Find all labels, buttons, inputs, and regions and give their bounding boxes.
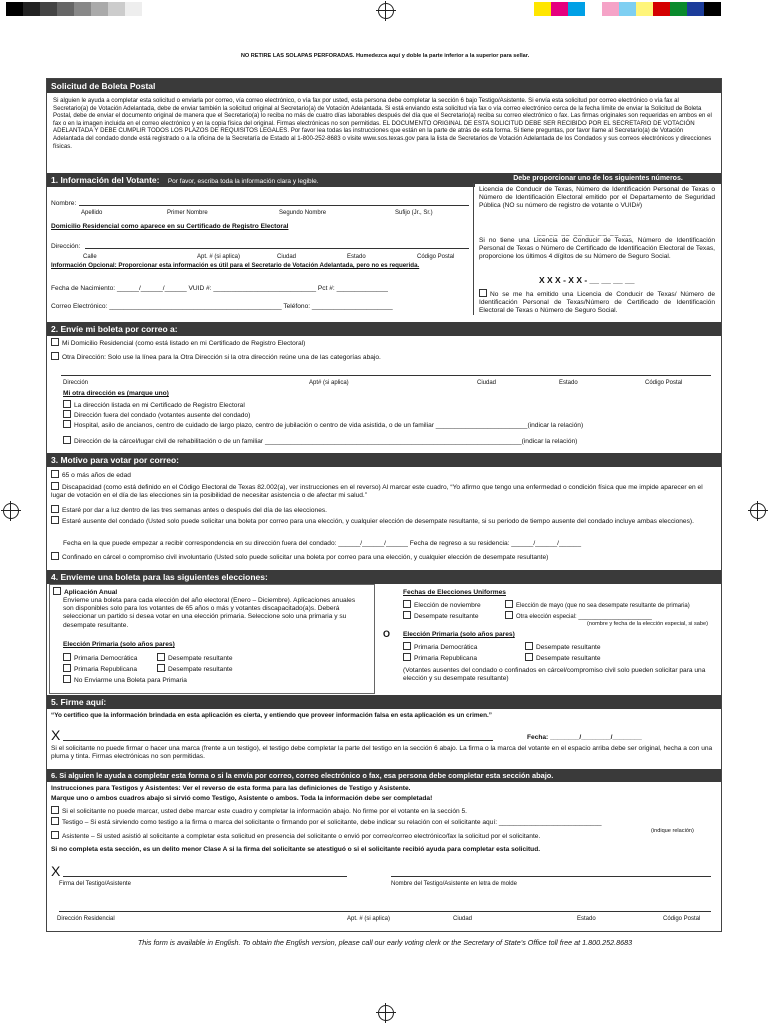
name-sub-apellido: Apellido	[81, 210, 103, 216]
u-nov-label: Elección de noviembre	[414, 602, 481, 609]
addr-sub-apt: Apt. # (si aplica)	[197, 254, 241, 260]
u-runoff-label: Desempate resultante	[414, 613, 479, 620]
witness-name-field[interactable]	[391, 876, 711, 877]
dob-vuid-pct-row[interactable]: Fecha de Nacimiento: ______/______/______ VUID #: ____________________________ Pct #: ______________	[51, 285, 388, 292]
u-special-label: Otra elección especial: ______________________	[516, 614, 652, 620]
footer-english-note: This form is available in English. To obtain the English version, please call our early voting clerk or the Secretary of State’s Office toll free at 1.800.252.8683	[137, 938, 633, 947]
a2-label: Dirección fuera del condado (votantes ausente del condado)	[74, 412, 251, 419]
certification-quote: “Yo certifico que la información brindada en esta aplicación es cierta, y entiendo que proveer información falsa en esta aplicación es un crimen.”	[51, 712, 492, 719]
section-6-title: 6. Si alguien le ayuda a completar esta forma o si la envía por correo, correo electrónico o fax, esa persona debe completar esta sección abajo.	[47, 769, 721, 782]
registration-mark-icon	[378, 3, 394, 19]
annual-label: Aplicación Anual	[64, 589, 118, 596]
s2-addr-sub-apt: Apt# (si aplica)	[309, 380, 349, 386]
annual-text: Envíeme una boleta para cada elección del año electoral (Enero – Diciembre). Aplicaciones anuales son disponibles solo para los votantes de 65 años o más y votantes discapacitado(a)s. Deberá seleccionar un partido si desea votar en una elección primaria. Seleccione solo una primaria y su desempate resultante.	[63, 597, 356, 629]
domicilio-label: Domicilio Residencial como aparece en su Certificado de Registro Electoral	[51, 223, 289, 230]
a4-label: Dirección de la cárcel/lugar civil de rehabilitación o de un familiar ______________________________________________________________________(indicar la relación)	[74, 438, 578, 445]
other-address-checkbox[interactable]	[51, 352, 59, 360]
section-1-title: 1. Información del Votante:	[51, 175, 160, 185]
section-5-title: 5. Firme aquí:	[47, 695, 721, 709]
signature-x-mark: X	[51, 727, 61, 743]
email-phone-row[interactable]: Correo Electrónico: _______________________________________________ Teléfono: ______________________	[51, 303, 393, 310]
u-special-note: (nombre y fecha de la elección especial, si sabe)	[587, 621, 708, 627]
uniform-dates-title: Fechas de Elecciones Uniformes	[403, 589, 506, 596]
u-special-checkbox[interactable]	[505, 611, 513, 619]
a2-checkbox[interactable]	[63, 410, 71, 418]
witness-checkbox[interactable]	[51, 817, 59, 825]
u-may-checkbox[interactable]	[505, 600, 513, 608]
name-sub-sufijo: Sufijo (Jr., Sr.)	[395, 210, 433, 216]
pr-dem-runoff-label: Desempate resultante	[536, 644, 601, 651]
absentee-note: (Votantes ausentes del condado o confinados en cárcel/compromiso civil solo pueden solicitar para una elección y su desempate resultante)	[403, 667, 706, 683]
c1-checkbox[interactable]	[51, 806, 59, 814]
or-divider: O	[383, 629, 391, 639]
r4-checkbox[interactable]	[51, 516, 59, 524]
pl-rep-runoff-checkbox[interactable]	[157, 664, 165, 672]
u-runoff-checkbox[interactable]	[403, 611, 411, 619]
option-other-label: Otra Dirección: Solo use la línea para la Otra Dirección si la otra dirección reúne una de las categorías abajo.	[62, 354, 381, 361]
r4-label: Estaré ausente del condado (Usted solo puede solicitar una boleta por correo para una elección, y cualquier elección de desempate resultante, si su periodo de tiempo ausente del condado incluye ambas elecciones).	[62, 518, 694, 525]
pl-none-checkbox[interactable]	[63, 675, 71, 683]
registration-mark-icon	[3, 503, 19, 519]
assistant-label: Asistente – Si usted asistió al solicitante a completar esta solicitud en presencia del solicitante o envió por correo/correo electrónico/fax la solicitud por el solicitante.	[62, 833, 541, 840]
c1-label: Si el solicitante no puede marcar, usted debe marcar este cuadro y completar la información abajo. No firme por el votante en la sección 5.	[62, 808, 467, 815]
w-addr-sub-ciudad: Ciudad	[453, 916, 473, 922]
section-1-divider	[473, 183, 474, 315]
other-address-field[interactable]	[61, 375, 711, 376]
id-option-2-text: Si no tiene una Licencia de Conducir de Texas, Número de Identificación Personal de Texas o Número de Certificado de Identificación Electoral de Texas, proporcione los últimos 4 dígitos de su Número de Seguro Social.	[479, 237, 715, 261]
witness-label: Testigo – Si está sirviendo como testigo a la firma o marca del solicitante o firmando por el solicitante, debe indicar su relación con el solicitante aquí: ____________________________	[62, 819, 602, 826]
u-nov-checkbox[interactable]	[403, 600, 411, 608]
name-sub-primer: Primer Nombre	[167, 210, 208, 216]
pl-dem-checkbox[interactable]	[63, 653, 71, 661]
addr-sub-calle: Calle	[83, 254, 97, 260]
pr-dem-label: Primaria Democrática	[414, 644, 478, 651]
r1-checkbox[interactable]	[51, 470, 59, 478]
r4-dates-row[interactable]: Fecha en la que puede empezar a recibir correspondencia en su dirección fuera del condado: ______/______/______ Fecha de regreso a su residencia: ______/______/______	[63, 540, 581, 547]
r3-label: Estaré por dar a luz dentro de las tres semanas antes o después del día de las elecciones.	[62, 507, 328, 514]
witness-signature-field[interactable]	[63, 876, 347, 877]
witness-signature-label: Firma del Testigo/Asistente	[59, 881, 131, 887]
section-1-right-header: Debe proporcionar uno de los siguientes números.	[475, 173, 721, 184]
pr-rep-runoff-label: Desempate resultante	[536, 655, 601, 662]
pr-dem-checkbox[interactable]	[403, 642, 411, 650]
r2-checkbox[interactable]	[51, 482, 59, 490]
section-3-title: 3. Motivo para votar por correo:	[47, 453, 721, 467]
annual-checkbox[interactable]	[53, 587, 61, 595]
a1-label: La dirección listada en mi Certificado de Registro Electoral	[74, 402, 245, 409]
pl-rep-runoff-label: Desempate resultante	[168, 666, 233, 673]
grayscale-calibration-bar	[6, 2, 142, 16]
witness-instructions: Instrucciones para Testigos y Asistentes: Ver el reverso de esta forma para las definiciones de Testigo y Asistente.	[51, 785, 411, 792]
primary-right-title: Elección Primaria (solo años pares)	[403, 631, 515, 638]
optional-info-note: Información Opcional: Proporcionar esta información es útil para el Secretario de Votación Adelantada, pero no es requerida.	[51, 262, 420, 269]
form-title: Solicitud de Boleta Postal	[47, 79, 721, 93]
assistant-checkbox[interactable]	[51, 831, 59, 839]
pl-rep-checkbox[interactable]	[63, 664, 71, 672]
s2-addr-sub-ciudad: Ciudad	[477, 380, 497, 386]
registration-mark-icon	[750, 503, 766, 519]
section-1-header	[47, 173, 475, 187]
intro-text: Si alguien le ayuda a completar esta solicitud o enviarla por correo, vía correo electrónico, o vía fax por usted, esta persona debe completar la sección 6 bajo Testigo/Asistente. Si envía esta solicitud por correo electrónico o vía fax al Secretario(a) de Votación Adelantada, debe de enviar también la solicitud original al Secretario(a) de Votación Adelantada. Si está enviando esta solicitud vía fax o vía correo electrónico cerca de la fecha límite de enviar la Solicitud de Boleta Postal, debe de enviar el documento original de manera que el Secretario(a) lo reciba no más de cuatro días laborables después del día que el Secretario(a) reciba su correo electrónico o fax. Las firmas originales son requeridas en ambos en el fax o en la imagen incluida en el correo electrónico y en la copia física del original. Firmas electrónicas no son permitidas. EL DOCUMENTO ORIGINAL DE ESTA SOLICITUD DEBE SER RECIBIDO POR EL SECRETARIO DE VOTACIÓN ADELANTADA Y DEBE CUMPLIR TODOS LOS PLAZOS DE REQUISITOS LEGALES. Por favor lea todas las instrucciones que están en la parte de atrás de esta forma. Si tiene preguntas, por favor llame al Secretario(a) de Votación Adelantada del condado donde está registrado o a la oficina de la Secretaría de Estado al 1-800-252-8683 o visite www.sos.texas.gov para la lista de Secretarios de Votación Adelantada de los Condados y sus correos electrónicos y direcciones físicas.	[53, 97, 712, 150]
addr-sub-estado: Estado	[347, 254, 366, 260]
u-may-label: Elección de mayo (que no sea desempate resultante de primaria)	[516, 603, 690, 609]
top-notice: NO RETIRE LAS SOLAPAS PERFORADAS. Humedezca aquí y doble la parte inferior a la superior para sellar.	[240, 53, 530, 59]
a3-label: Hospital, asilo de ancianos, centro de cuidado de largo plazo, centro de jubilación o centro de vida asistida, o de un familiar _________________________(indicar la relación)	[74, 422, 584, 429]
pr-rep-label: Primaria Republicana	[414, 655, 478, 662]
witness-x-mark: X	[51, 863, 61, 879]
class-a-warning: Si no completa esta sección, es un delito menor Clase A si la firma del solicitante se atestiguó o si el solicitante recibió ayuda para completar esta solicitud.	[51, 846, 541, 853]
no-id-checkbox[interactable]	[479, 289, 487, 297]
address-field[interactable]	[85, 248, 469, 249]
s2-addr-sub-direccion: Dirección	[63, 380, 89, 386]
voter-signature-field[interactable]	[63, 740, 493, 741]
pr-rep-runoff-checkbox[interactable]	[525, 653, 533, 661]
section-4-title: 4. Envíeme una boleta para las siguientes elecciones:	[47, 570, 721, 584]
relationship-note: (indique relación)	[651, 828, 694, 834]
witness-instructions-2: Marque uno o ambos cuadros abajo si sirvió como Testigo, Asistente o ambos. Toda la información debe ser completada!	[51, 795, 433, 802]
pl-dem-runoff-label: Desempate resultante	[168, 655, 233, 662]
name-label: Nombre:	[51, 200, 77, 207]
w-addr-sub-codigo: Código Postal	[663, 916, 701, 922]
ssn-last4-field[interactable]: X X X - X X - __ __ __ __	[539, 275, 635, 285]
s2-addr-sub-codigo: Código Postal	[645, 380, 683, 386]
signature-instructions: Si el solicitante no puede firmar o hacer una marca (frente a un testigo), el testigo debe completar la parte del testigo en la sección 6 abajo. La firma o la marca del votante en el espacio arriba debe ser original, hecha a con una pluma y tinta. Firmas electrónicas no son permitidas.	[51, 745, 713, 761]
witness-name-label: Nombre del Testigo/Asistente en letra de molde	[391, 881, 517, 887]
id-number-field[interactable]: __ __ __ __ __ __ __ __	[537, 229, 632, 236]
section-1-subtitle: Por favor, escriba toda la información clara y legible.	[167, 178, 319, 185]
a1-checkbox[interactable]	[63, 400, 71, 408]
residence-address-checkbox[interactable]	[51, 338, 59, 346]
pr-rep-checkbox[interactable]	[403, 653, 411, 661]
option-residence-label: Mi Domicilio Residencial (como está listado en mi Certificado de Registro Electoral)	[62, 340, 306, 347]
other-address-subtitle: Mi otra dirección es (marque uno)	[63, 390, 169, 397]
witness-address-field[interactable]	[59, 911, 711, 912]
signature-date-field[interactable]: Fecha: ________/________/________	[527, 734, 642, 741]
pl-rep-label: Primaria Republicana	[74, 666, 138, 673]
id-option-1-text: Licencia de Conducir de Texas, Número de Identificación Personal de Texas o Número de Identificación Electoral emitido por el Departamento de Seguridad Pública (NO su número de registro de votante o VUID#)	[479, 186, 715, 210]
w-addr-sub-direccion: Dirección Residencial	[57, 916, 115, 922]
pl-dem-runoff-checkbox[interactable]	[157, 653, 165, 661]
w-addr-sub-estado: Estado	[577, 916, 596, 922]
section-2-title: 2. Envíe mi boleta por correo a:	[47, 322, 721, 336]
addr-sub-codigo: Código Postal	[417, 254, 455, 260]
r3-checkbox[interactable]	[51, 505, 59, 513]
w-addr-sub-apt: Apt. # (si aplica)	[347, 916, 391, 922]
application-form	[46, 78, 722, 932]
a3-checkbox[interactable]	[63, 420, 71, 428]
primary-left-title: Elección Primaria (solo años pares)	[63, 641, 175, 648]
color-calibration-bar	[534, 2, 738, 16]
r2-label: Discapacidad (como está definido en el Código Electoral de Texas 82.002(a), ver instrucciones en el reverso) Al marcar este cuadro, “Yo afirmo que tengo una enfermedad o condición física que me impide aparecer en el lugar de votación en el día de las elecciones sin la posibilidad de necesitar asistencia o de afectar mi salud.”	[51, 484, 703, 500]
r5-label: Confinado en cárcel o compromiso civil involuntario (Usted solo puede solicitar una boleta por correo para una elección, y cualquier elección de desempate resultante)	[62, 554, 549, 561]
a4-checkbox[interactable]	[63, 436, 71, 444]
r1-label: 65 o más años de edad	[62, 472, 131, 479]
pl-dem-label: Primaria Democrática	[74, 655, 138, 662]
registration-mark-icon	[378, 1005, 394, 1021]
pl-none-label: No Enviarme una Boleta para Primaria	[74, 677, 187, 684]
name-sub-segundo: Segundo Nombre	[279, 210, 327, 216]
id-option-3-text: No se me ha emitido una Licencia de Conducir de Texas/ Número de Identificación Personal de Texas/Número de Certificado de Identificación Electoral de Texas o Número de Seguro Social.	[479, 291, 715, 315]
s2-addr-sub-estado: Estado	[559, 380, 578, 386]
addr-sub-ciudad: Ciudad	[277, 254, 297, 260]
address-label: Dirección:	[51, 243, 81, 250]
name-field[interactable]	[79, 205, 469, 206]
pr-dem-runoff-checkbox[interactable]	[525, 642, 533, 650]
r5-checkbox[interactable]	[51, 552, 59, 560]
